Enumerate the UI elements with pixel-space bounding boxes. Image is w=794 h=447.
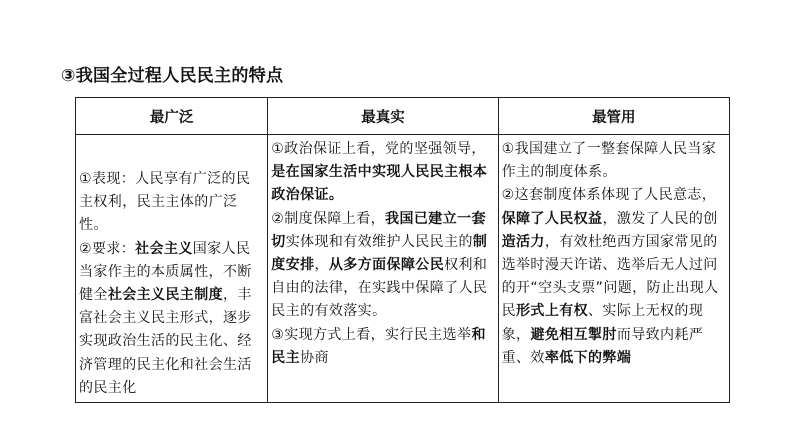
header-most-effective: 最管用 (498, 98, 729, 135)
text-run: 制度安排 (271, 233, 488, 274)
text-run: ，激发了人民的创 (602, 210, 718, 227)
text-run: ，有效杜绝西方国家常见的选举时漫天许诺、选举后无人过问的开“空头支票”问题，防止出现人民 (501, 233, 719, 320)
text-run: 协商 (300, 349, 329, 366)
cell-most-genuine (268, 135, 498, 403)
cell-paragraph (502, 138, 726, 184)
text-run: 从多方面保障公民 (328, 257, 445, 274)
cell-paragraph (271, 324, 494, 370)
text-run: 、实际上无权的现象， (501, 303, 704, 343)
cell-paragraph (271, 138, 494, 208)
cell-widest (76, 135, 268, 403)
text-run: 保障了人民权益 (501, 210, 603, 227)
text-run: ①我国建立了一整套保障人民当家作主的制度体系。 (501, 141, 717, 181)
text-run: ， (314, 257, 329, 274)
cell-most-genuine-content (268, 135, 497, 372)
text-run: 率低下的弊端 (544, 349, 632, 366)
text-run: 实体现和有效维护人民民主的 (285, 233, 473, 250)
text-run: ②要求： (79, 240, 136, 257)
cell-paragraph (271, 208, 494, 324)
text-run: ①政治保证上看，党的坚强领导， (271, 141, 486, 157)
text-run: 避免相互掣肘 (530, 326, 617, 343)
text-run: 权利和自由的法律，在实践中保障了人民民主的有效落实。 (271, 257, 488, 320)
characteristics-table (75, 97, 730, 403)
text-run: 和民主 (271, 326, 486, 366)
cell-most-effective (498, 135, 729, 403)
text-run: ②制度保障上看， (271, 210, 386, 227)
text-run: 国家人民当家作主的本质属性，不断健全 (79, 240, 252, 304)
text-run: ①表现：人民享有广泛的民主权利，民主主体的广泛性。 (79, 171, 251, 234)
cell-paragraph (79, 168, 264, 238)
text-run: 造活力 (501, 233, 545, 250)
text-run: ，丰富社会主义民主形式，逐步实现政治生活的民主化、经济管理的民主化和社会生活的民主化 (79, 287, 252, 396)
text-run: 形式上有权 (516, 303, 589, 320)
text-run: 是在国家生活中实现人民民主根本政治保证。 (271, 164, 488, 204)
text-run: 我国已建立一套切 (271, 210, 486, 250)
header-widest: 最广泛 (76, 98, 268, 135)
table-row (76, 135, 730, 403)
text-run: 社会主义 (135, 240, 193, 257)
text-run: 社会主义民主制度 (107, 287, 224, 304)
text-run: 而导致内耗严重、效 (501, 326, 704, 366)
cell-widest-content (76, 135, 267, 402)
text-run: ③实现方式上看，实行民主选举 (271, 326, 472, 343)
table-header-row (76, 98, 730, 135)
header-most-genuine: 最真实 (268, 98, 498, 135)
text-run: ②这套制度体系体现了人民意志， (501, 187, 717, 204)
cell-paragraph (79, 238, 264, 400)
cell-paragraph (502, 184, 726, 370)
page-title: ③我国全过程人民民主的特点 (61, 66, 284, 86)
cell-most-effective-content (499, 135, 729, 372)
